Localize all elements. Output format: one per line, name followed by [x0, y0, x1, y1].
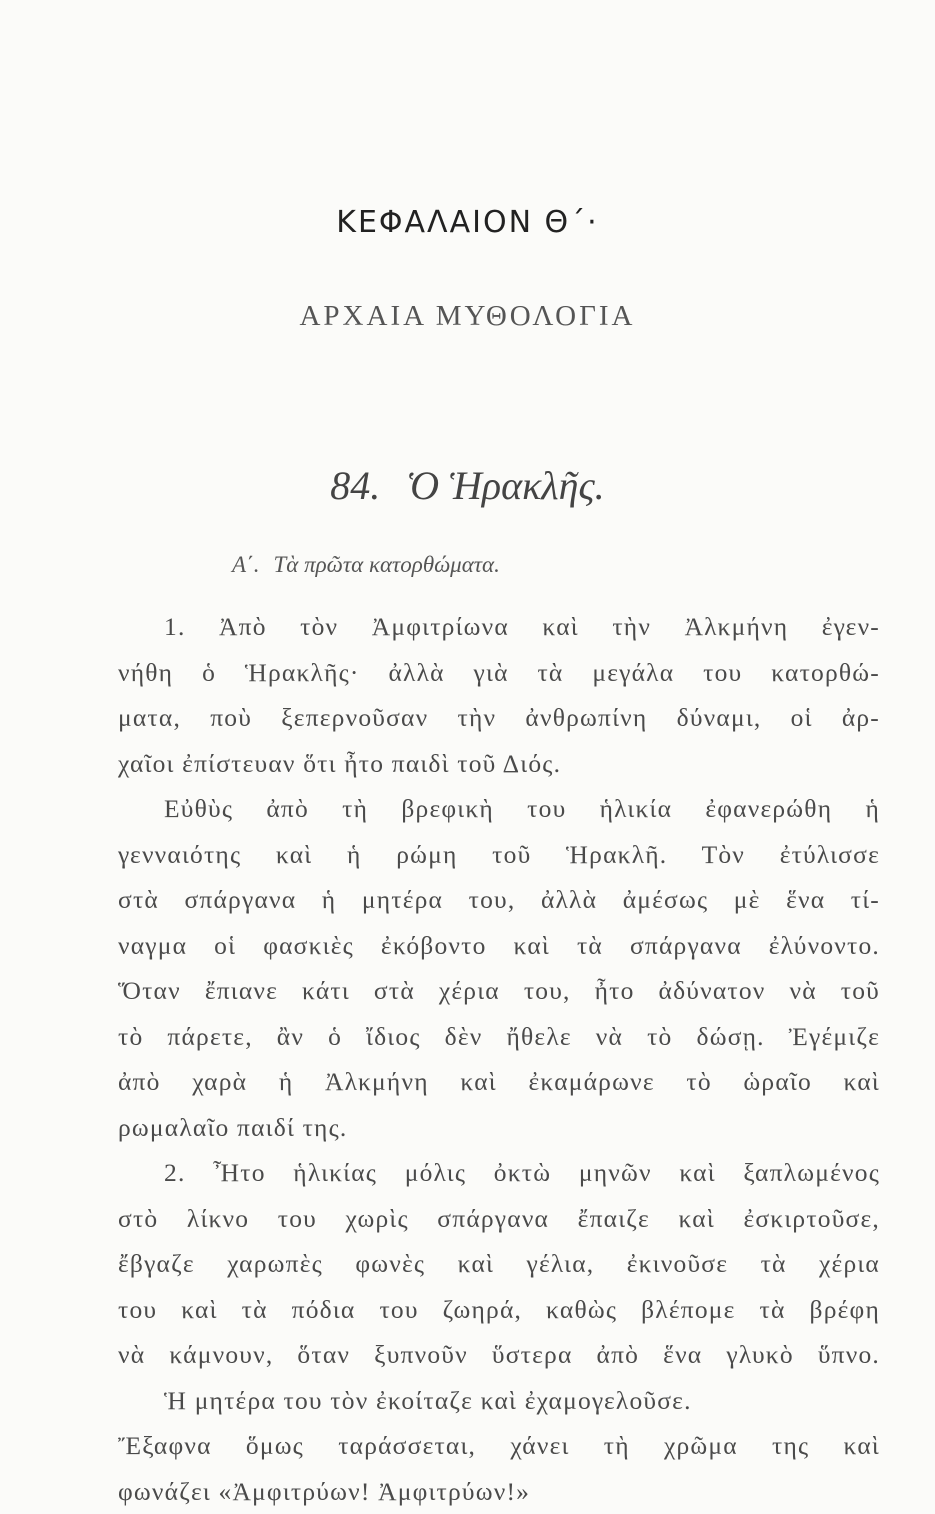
section-number: 84.	[330, 463, 380, 508]
text-line: Ἡ μητέρα του τὸν ἐκοίταζε καὶ ἐχαμογελοῦσε.	[118, 1378, 880, 1424]
text-line: ματα, ποὺ ξεπερνοῦσαν τὴν ἀνθρωπίνη δύναμι, οἱ ἀρ-	[118, 695, 880, 741]
subject-heading: ΑΡΧΑΙΑ ΜΥΘΟΛΟΓΙΑ	[0, 300, 935, 333]
text-line: γενναιότης καὶ ἡ ρώμη τοῦ Ἡρακλῆ. Τὸν ἐτύλισσε	[118, 832, 880, 878]
text-line: του καὶ τὰ πόδια του ζωηρά, καθὼς βλέπομε τὰ βρέφη	[118, 1287, 880, 1333]
section-title: Ὁ Ἡρακλῆς.	[406, 463, 604, 508]
text-line: χαῖοι ἐπίστευαν ὅτι ἦτο παιδὶ τοῦ Διός.	[118, 741, 880, 787]
text-line: νὰ κάμνουν, ὅταν ξυπνοῦν ὕστερα ἀπὸ ἕνα γλυκὸ ὕπνο.	[118, 1332, 880, 1378]
text-line: ρωμαλαῖο παιδί της.	[118, 1105, 880, 1151]
text-line: ἔβγαζε χαρωπὲς φωνὲς καὶ γέλια, ἐκινοῦσε τὰ χέρια	[118, 1241, 880, 1287]
text-line: Ὅταν ἔπιανε κάτι στὰ χέρια του, ἦτο ἀδύνατον νὰ τοῦ	[118, 968, 880, 1014]
body-text	[118, 604, 880, 1514]
text-line: ἀπὸ χαρὰ ἡ Ἀλκμήνη καὶ ἐκαμάρωνε τὸ ὡραῖο καὶ	[118, 1059, 880, 1105]
text-line: φωνάζει «Ἀμφιτρύων! Ἀμφιτρύων!»	[118, 1469, 880, 1514]
text-line: 1. Ἀπὸ τὸν Ἀμφιτρίωνα καὶ τὴν Ἀλκμήνη ἐγεν-	[118, 604, 880, 650]
text-line: ναγμα οἱ φασκιὲς ἐκόβοντο καὶ τὰ σπάργανα ἐλύνοντο.	[118, 923, 880, 969]
subsection-letter: Α΄.	[232, 552, 259, 577]
text-line: τὸ πάρετε, ἂν ὁ ἴδιος δὲν ἤθελε νὰ τὸ δώσῃ. Ἐγέμιζε	[118, 1014, 880, 1060]
subsection-heading	[232, 552, 500, 578]
text-line: 2. Ἦτο ἡλικίας μόλις ὀκτὼ μηνῶν καὶ ξαπλωμένος	[118, 1150, 880, 1196]
text-line: στὸ λίκνο του χωρὶς σπάργανα ἔπαιζε καὶ ἐσκιρτοῦσε,	[118, 1196, 880, 1242]
text-line: Ἔξαφνα ὅμως ταράσσεται, χάνει τὴ χρῶμα της καὶ	[118, 1423, 880, 1469]
text-line: στὰ σπάργανα ἡ μητέρα του, ἀλλὰ ἀμέσως μὲ ἕνα τί-	[118, 877, 880, 923]
subsection-title: Τὰ πρῶτα κατορθώματα.	[273, 552, 499, 577]
text-line: νήθη ὁ Ἡρακλῆς· ἀλλὰ γιὰ τὰ μεγάλα του κατορθώ-	[118, 650, 880, 696]
section-heading	[0, 462, 935, 509]
text-line: Εὐθὺς ἀπὸ τὴ βρεφικὴ του ἡλικία ἐφανερώθη ἡ	[118, 786, 880, 832]
chapter-heading: ΚΕΦΑΛΑΙΟΝ Θ΄·	[0, 205, 935, 240]
